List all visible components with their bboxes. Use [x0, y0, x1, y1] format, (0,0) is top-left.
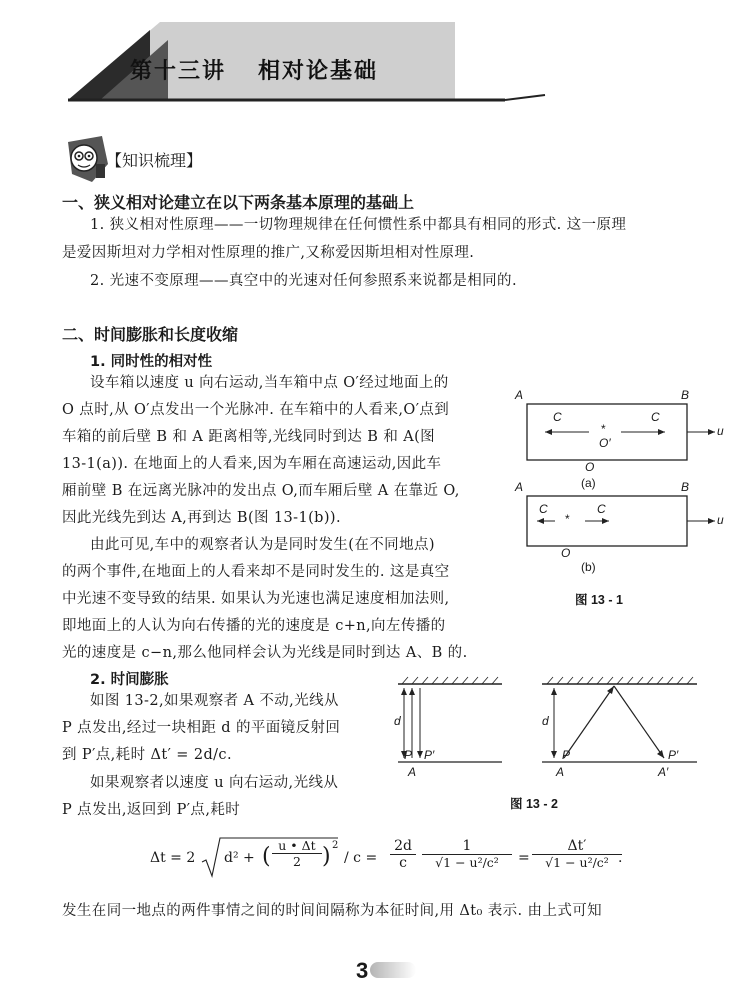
figure-13-2 — [392, 670, 722, 820]
frac1 — [272, 838, 322, 869]
label-d: d — [394, 714, 401, 728]
frac3 — [422, 838, 512, 870]
formula-eq: = — [518, 850, 530, 866]
frac1-den: 2 — [272, 853, 322, 869]
label-A: A — [556, 765, 565, 779]
label-d: d — [542, 714, 549, 728]
label-B: B — [681, 388, 690, 402]
frac4-den-wrap: √1 − u²/c² — [532, 854, 622, 870]
para-consequence — [62, 532, 507, 667]
label-u: u — [717, 424, 724, 438]
page-number-smudge — [370, 962, 416, 978]
label-P: P — [404, 748, 413, 762]
frac4-den: 1 − u²/c² — [553, 855, 609, 870]
sublabel-a: (a) — [581, 476, 596, 490]
label-C: C — [597, 502, 606, 516]
section1-p2: 2. 光速不变原理——真空中的光速对任何参照系来说都是相同的. — [90, 273, 517, 289]
lecture-number: 第十三讲 — [130, 59, 227, 84]
section1-p1-line2: 是爱因斯坦对力学相对性原理的推广,又称爱因斯坦相对性原理. — [62, 245, 475, 261]
knowledge-tag: 【知识梳理】 — [106, 151, 203, 170]
frac4 — [532, 838, 622, 870]
label-O: O — [585, 460, 595, 474]
label-A: A — [515, 480, 524, 494]
text-line: 即地面上的人认为向右传播的光的速度是 c+n,向左传播的 — [62, 618, 446, 634]
label-P: P — [562, 748, 571, 762]
time-dilation-formula — [150, 836, 623, 886]
figure-caption: 图 13 - 2 — [510, 797, 558, 811]
text-line: 设车箱以速度 u 向右运动,当车箱中点 O′经过地面上的 — [90, 375, 449, 391]
label-Pprime: P′ — [424, 748, 435, 762]
lecture-topic: 相对论基础 — [258, 59, 379, 84]
label-C: C — [651, 410, 660, 424]
text-line: 如果观察者以速度 u 向右运动,光线从 — [90, 775, 339, 791]
figure-13-1 — [505, 380, 725, 620]
label-C: C — [553, 410, 562, 424]
sublabel-b: (b) — [581, 560, 596, 574]
text-line: 的两个事件,在地面上的人看来却不是同时发生的. 这是真空 — [62, 564, 450, 580]
text-line: 13-1(a)). 在地面上的人看来,因为车厢在高速运动,因此车 — [62, 456, 442, 472]
label-A: A — [408, 765, 417, 779]
para-simultaneity — [62, 370, 502, 532]
frac3-den: 1 − u²/c² — [443, 855, 499, 870]
text-line: 因此光线先到达 A,再到达 B(图 13-1(b)). — [62, 510, 341, 526]
label-Aprime: A′ — [658, 765, 669, 779]
text-line: 车箱的前后壁 B 和 A 距离相等,光线同时到达 B 和 A(图 — [62, 429, 436, 445]
frac2 — [390, 838, 416, 871]
text-line: 厢前壁 B 在远离光脉冲的发出点 O,而车厢后壁 A 在靠近 O, — [62, 483, 460, 499]
figure-caption: 图 13 - 1 — [575, 593, 623, 607]
text-line: 由此可见,车中的观察者认为是同时发生(在不同地点) — [90, 537, 435, 553]
text-line: O 点时,从 O′点发出一个光脉冲. 在车箱中的人看来,O′点到 — [62, 402, 450, 418]
label-Oprime: O′ — [599, 436, 611, 450]
frac2-den: c — [390, 854, 416, 871]
frac2-num: 2d — [394, 838, 412, 854]
text-line: 中光速不变导致的结果. 如果认为光速也满足速度相加法则, — [62, 591, 450, 607]
section2-heading: 二、时间膨胀和长度收缩 — [62, 325, 239, 344]
closing-line: 发生在同一地点的两件事情之间的时间间隔称为本征时间,用 Δt₀ 表示. 由上式可知 — [62, 903, 603, 919]
text-line: 如图 13-2,如果观察者 A 不动,光线从 — [90, 693, 339, 709]
subheading-simultaneity: 1. 同时性的相对性 — [90, 354, 213, 370]
frac4-num: Δt′ — [567, 838, 587, 854]
exponent-2: 2 — [332, 840, 339, 851]
label-Pprime: P′ — [668, 748, 679, 762]
paren-close: ) — [322, 844, 331, 869]
section1-heading: 一、狭义相对论建立在以下两条基本原理的基础上 — [62, 193, 415, 212]
paren-open: ( — [262, 844, 271, 869]
mascot-icon — [62, 134, 112, 190]
formula-lhs: Δt = 2 — [150, 850, 196, 866]
label-B: B — [681, 480, 690, 494]
text-line: P 点发出,返回到 P′点,耗时 — [62, 802, 241, 818]
frac1-num: u • Δt — [278, 838, 316, 853]
text-line: 到 P′点,耗时 Δt′ = 2d/c. — [62, 747, 232, 763]
frac3-num: 1 — [462, 838, 472, 854]
star-mark: * — [565, 512, 570, 526]
formula-end: . — [618, 850, 623, 866]
label-O: O — [561, 546, 571, 560]
label-u: u — [717, 513, 724, 527]
star-mark: * — [601, 422, 606, 436]
label-C: C — [539, 502, 548, 516]
formula-radicand: d² + — [224, 850, 255, 866]
para-moving-observer — [62, 770, 402, 824]
text-line: P 点发出,经过一块相距 d 的平面镜反射回 — [62, 720, 341, 736]
label-A: A — [515, 388, 524, 402]
text-line: 光的速度是 c−n,那么他同样会认为光线是同时到达 A、B 的. — [62, 645, 468, 661]
page-number: 3 — [356, 958, 369, 983]
frac3-den-wrap: √1 − u²/c² — [422, 854, 512, 870]
formula-after-root: / c = — [344, 850, 378, 866]
subheading-time-dilation: 2. 时间膨胀 — [90, 672, 169, 688]
section1-p1-line1: 1. 狭义相对性原理——一切物理规律在任何惯性系中都具有相同的形式. 这一原理 — [90, 217, 627, 233]
para-time-dilation — [62, 688, 402, 769]
